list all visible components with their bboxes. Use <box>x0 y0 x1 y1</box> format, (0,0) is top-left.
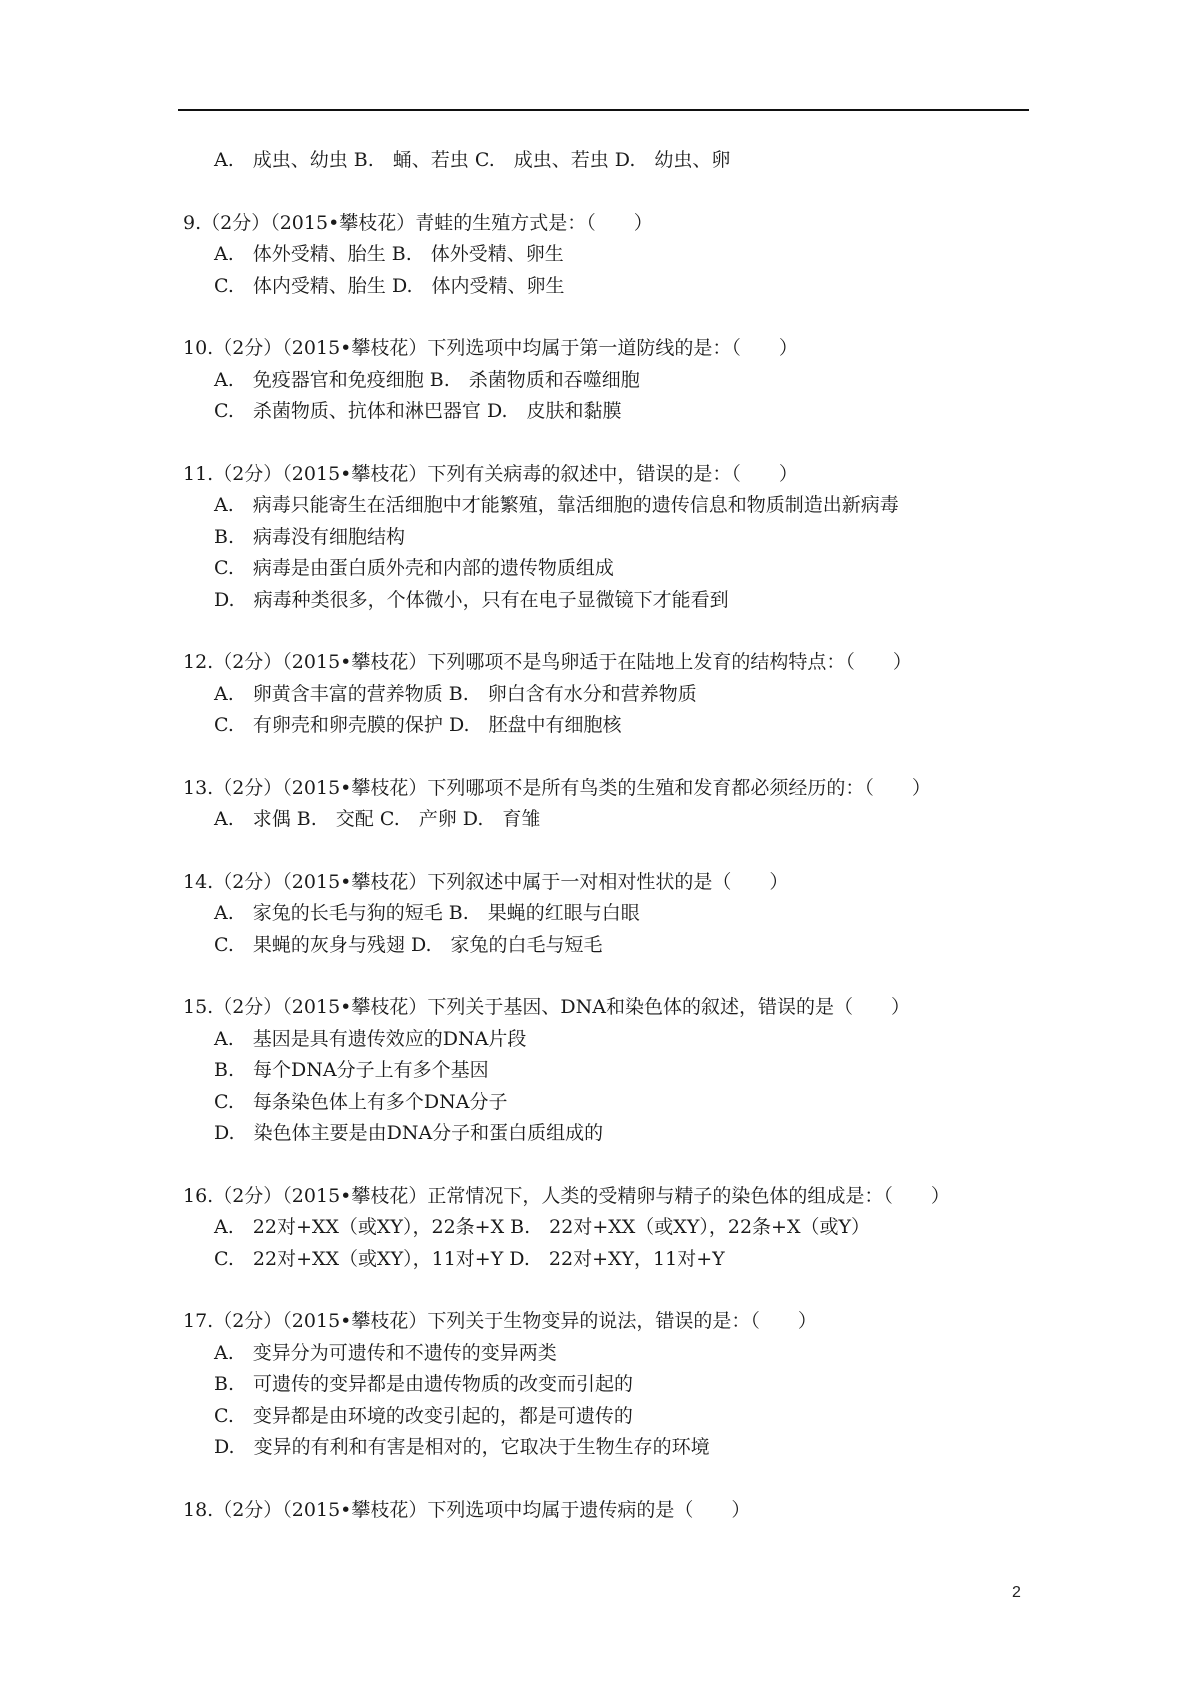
answer-options-line: C. 杀菌物质、抗体和淋巴器官 D. 皮肤和黏膜 <box>214 400 622 422</box>
answer-options-line: A. 免疫器官和免疫细胞 B. 杀菌物质和吞噬细胞 <box>214 368 640 391</box>
answer-options-line: A. 基因是具有遗传效应的DNA片段 <box>214 1027 527 1050</box>
header-rule <box>178 109 1029 111</box>
question-stem: 15.（2分）（2015•攀枝花）下列关于基因、DNA和染色体的叙述，错误的是（ ） <box>183 996 910 1018</box>
answer-options-line: B. 每个DNA分子上有多个基因 <box>214 1059 489 1081</box>
question-stem: 10.（2分）（2015•攀枝花）下列选项中均属于第一道防线的是：（ ） <box>183 337 798 359</box>
question-list <box>183 145 1043 1557</box>
answer-options-line: C. 体内受精、胎生 D. 体内受精、卵生 <box>214 274 565 297</box>
answer-options-line: A. 病毒只能寄生在活细胞中才能繁殖，靠活细胞的遗传信息和物质制造出新病毒 <box>214 494 899 516</box>
question-stem: 17.（2分）（2015•攀枝花）下列关于生物变异的说法，错误的是：（ ） <box>183 1310 817 1332</box>
question-block <box>183 1181 1043 1276</box>
answer-options-line: B. 可遗传的变异都是由遗传物质的改变而引起的 <box>214 1373 634 1395</box>
question-stem: 18.（2分）（2015•攀枝花）下列选项中均属于遗传病的是（ ） <box>183 1498 751 1521</box>
answer-options-line: C. 每条染色体上有多个DNA分子 <box>214 1090 508 1113</box>
answer-options-line: D. 病毒种类很多，个体微小，只有在电子显微镜下才能看到 <box>214 588 729 611</box>
question-stem: 12.（2分）（2015•攀枝花）下列哪项不是鸟卵适于在陆地上发育的结构特点：（ ） <box>183 651 912 673</box>
answer-options-line: A. 卵黄含丰富的营养物质 B. 卵白含有水分和营养物质 <box>214 682 697 705</box>
question-stem: 14.（2分）（2015•攀枝花）下列叙述中属于一对相对性状的是（ ） <box>183 870 789 893</box>
answer-options-line: C. 变异都是由环境的改变引起的，都是可遗传的 <box>214 1404 633 1427</box>
answer-options-line: D. 染色体主要是由DNA分子和蛋白质组成的 <box>214 1122 604 1144</box>
answer-options-line: A. 体外受精、胎生 B. 体外受精、卵生 <box>214 243 564 265</box>
answer-options-line: B. 病毒没有细胞结构 <box>214 525 406 548</box>
question-block <box>183 992 1043 1150</box>
question-block <box>183 208 1043 303</box>
question-block <box>183 867 1043 962</box>
question-block <box>183 333 1043 428</box>
question-stem: 9.（2分）（2015•攀枝花）青蛙的生殖方式是：（ ） <box>183 211 653 234</box>
question-stem: 13.（2分）（2015•攀枝花）下列哪项不是所有鸟类的生殖和发育都必须经历的：（ ） <box>183 776 931 799</box>
answer-options-line: A. 22对+XX（或XY），22条+X B. 22对+XX（或XY），22条+X（或Y） <box>214 1216 871 1238</box>
answer-options-line: C. 有卵壳和卵壳膜的保护 D. 胚盘中有细胞核 <box>214 714 622 736</box>
question-block <box>183 145 1043 177</box>
question-block <box>183 1495 1043 1527</box>
answer-options-line: A. 成虫、幼虫 B. 蛹、若虫 C. 成虫、若虫 D. 幼虫、卵 <box>214 149 731 171</box>
question-stem: 16.（2分）（2015•攀枝花）正常情况下，人类的受精卵与精子的染色体的组成是：（ ） <box>183 1184 950 1207</box>
answer-options-line: C. 病毒是由蛋白质外壳和内部的遗传物质组成 <box>214 557 614 579</box>
answer-options-line: A. 变异分为可遗传和不遗传的变异两类 <box>214 1341 557 1364</box>
answer-options-line: C. 22对+XX（或XY），11对+Y D. 22对+XY，11对+Y <box>214 1247 725 1270</box>
page-number: 2 <box>1012 1584 1021 1601</box>
answer-options-line: A. 求偶 B. 交配 C. 产卵 D. 育雏 <box>214 808 541 830</box>
question-block <box>183 773 1043 836</box>
question-block <box>183 1306 1043 1464</box>
answer-options-line: D. 变异的有利和有害是相对的，它取决于生物生存的环境 <box>214 1436 710 1458</box>
question-block <box>183 459 1043 617</box>
answer-options-line: A. 家兔的长毛与狗的短毛 B. 果蝇的红眼与白眼 <box>214 902 640 924</box>
question-block <box>183 647 1043 742</box>
answer-options-line: C. 果蝇的灰身与残翅 D. 家兔的白毛与短毛 <box>214 933 603 956</box>
question-stem: 11.（2分）（2015•攀枝花）下列有关病毒的叙述中，错误的是：（ ） <box>183 462 798 485</box>
